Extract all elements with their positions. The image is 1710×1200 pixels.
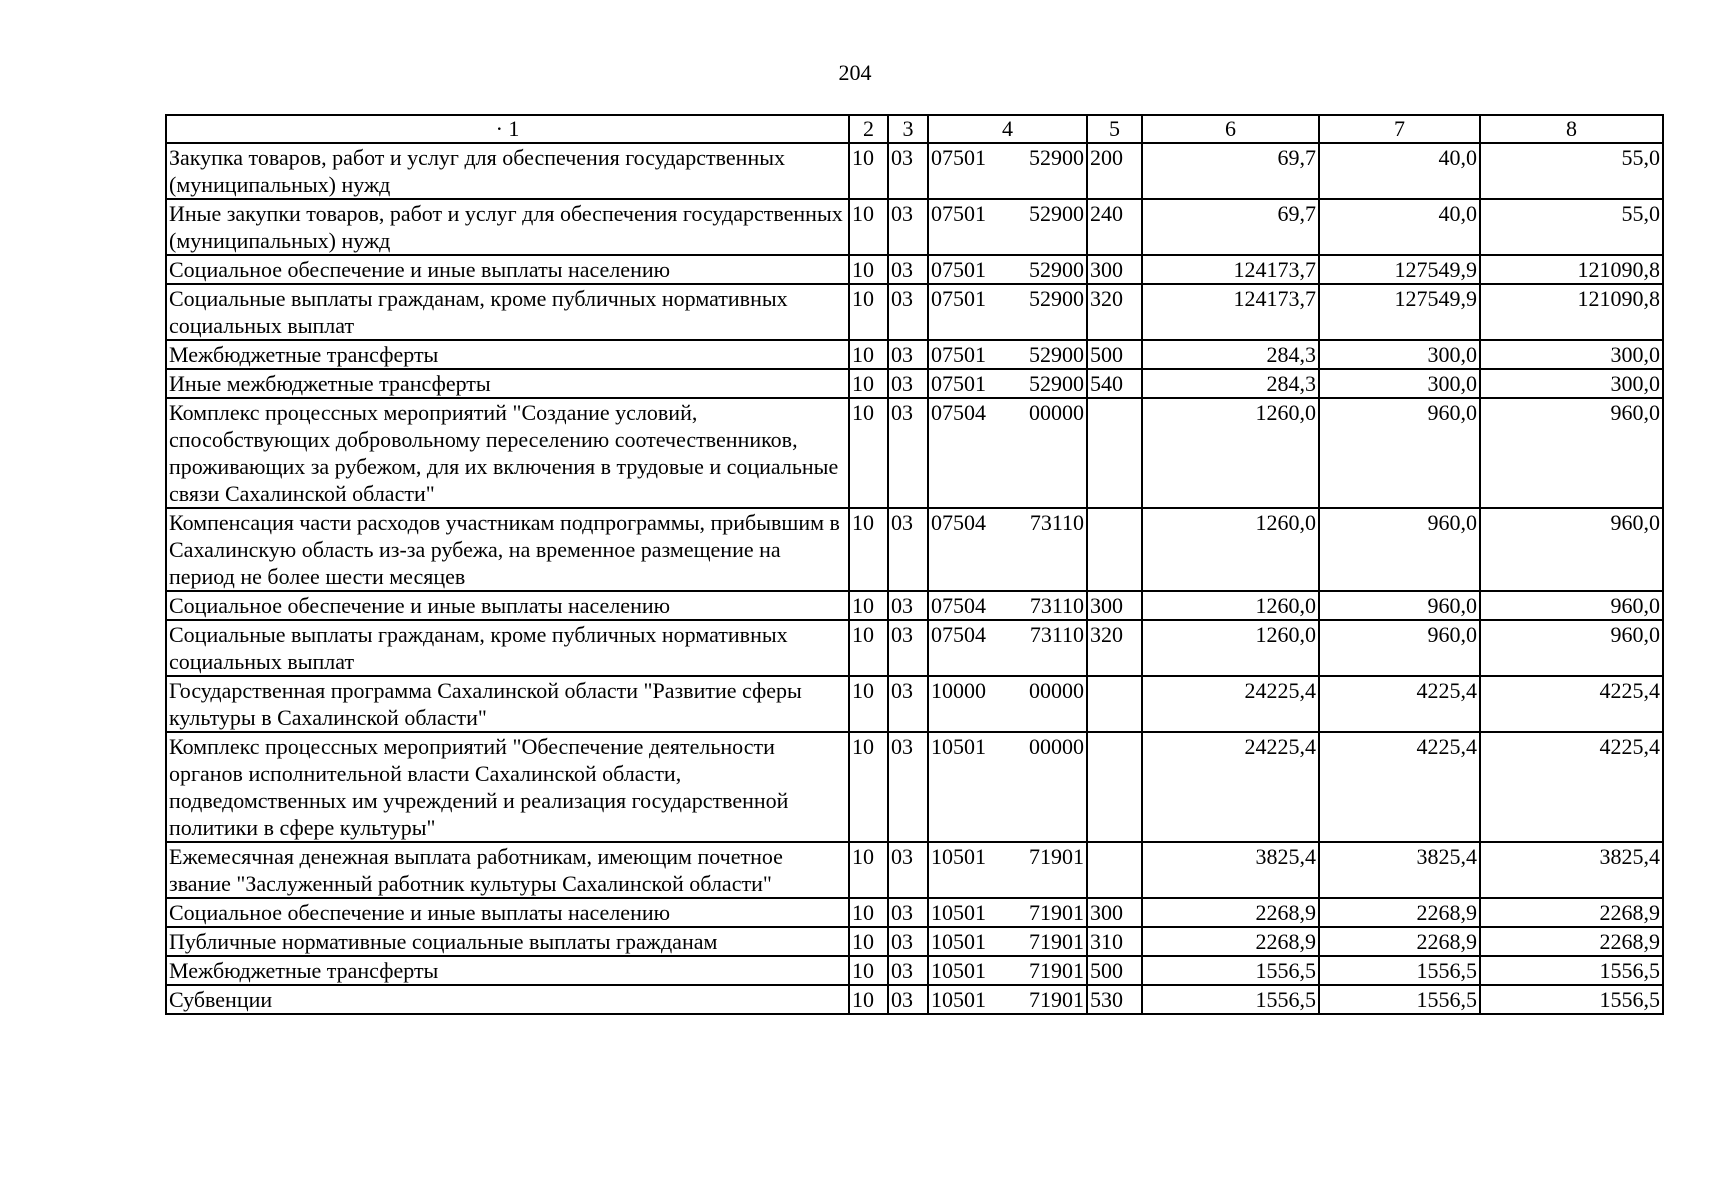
code-col-5: [1087, 398, 1142, 508]
value-col-8: 3825,4: [1480, 842, 1663, 898]
code-col-4: [928, 732, 1087, 842]
value-col-7: 960,0: [1319, 508, 1480, 591]
code-col-4: [928, 284, 1087, 340]
value-col-8: 55,0: [1480, 199, 1663, 255]
value-col-8: 121090,8: [1480, 284, 1663, 340]
code-col-4-program: 10501: [931, 844, 986, 869]
code-col-4-program: 07501: [931, 342, 986, 367]
value-col-8: 2268,9: [1480, 927, 1663, 956]
table-row: [166, 508, 1663, 591]
code-col-4-program: 10501: [931, 958, 986, 983]
table-row: [166, 985, 1663, 1014]
table-row: [166, 927, 1663, 956]
code-col-2: 10: [849, 369, 888, 398]
value-col-6: 3825,4: [1142, 842, 1319, 898]
code-col-3: 03: [888, 255, 928, 284]
code-col-4-program: 07501: [931, 201, 986, 226]
code-col-3: 03: [888, 985, 928, 1014]
code-col-4-program: 07504: [931, 400, 986, 425]
header-row: [166, 115, 1663, 143]
code-col-4-direction: 00000: [1029, 734, 1084, 759]
code-col-4-program: 07501: [931, 257, 986, 282]
row-name: Иные межбюджетные трансферты: [166, 369, 849, 398]
value-col-8: 4225,4: [1480, 676, 1663, 732]
code-col-2: 10: [849, 199, 888, 255]
code-col-4-direction: 71901: [1029, 844, 1084, 869]
value-col-7: 127549,9: [1319, 255, 1480, 284]
code-col-4-direction: 71901: [1029, 929, 1084, 954]
value-col-8: 1556,5: [1480, 956, 1663, 985]
value-col-7: 4225,4: [1319, 676, 1480, 732]
value-col-6: 1260,0: [1142, 620, 1319, 676]
code-col-5: 300: [1087, 898, 1142, 927]
code-col-4-direction: 52900: [1029, 342, 1084, 367]
value-col-6: 1556,5: [1142, 985, 1319, 1014]
table-row: [166, 340, 1663, 369]
table-row: [166, 398, 1663, 508]
code-col-4: [928, 340, 1087, 369]
value-col-6: 124173,7: [1142, 284, 1319, 340]
code-col-2: 10: [849, 620, 888, 676]
value-col-7: 300,0: [1319, 369, 1480, 398]
code-col-3: 03: [888, 199, 928, 255]
page-number: 204: [838, 60, 872, 85]
code-col-2: 10: [849, 398, 888, 508]
code-col-4: [928, 956, 1087, 985]
code-col-4-program: 07501: [931, 371, 986, 396]
code-col-2: 10: [849, 927, 888, 956]
row-name: Межбюджетные трансферты: [166, 340, 849, 369]
row-name: Комплекс процессных мероприятий "Создание условий, способствующих добровольному переселению соотечественников, проживающих за рубежом, для их включения в трудовые и социальные связи Сахалинской области": [166, 398, 849, 508]
code-col-3: 03: [888, 284, 928, 340]
value-col-7: 1556,5: [1319, 956, 1480, 985]
table-row: [166, 255, 1663, 284]
value-col-7: 2268,9: [1319, 927, 1480, 956]
code-col-5: 500: [1087, 956, 1142, 985]
value-col-8: 55,0: [1480, 143, 1663, 199]
row-name: Межбюджетные трансферты: [166, 956, 849, 985]
code-col-4: [928, 369, 1087, 398]
code-col-3: 03: [888, 591, 928, 620]
value-col-6: 1556,5: [1142, 956, 1319, 985]
value-col-7: 127549,9: [1319, 284, 1480, 340]
value-col-7: 2268,9: [1319, 898, 1480, 927]
code-col-2: 10: [849, 284, 888, 340]
code-col-2: 10: [849, 591, 888, 620]
code-col-3: 03: [888, 340, 928, 369]
code-col-3: 03: [888, 369, 928, 398]
code-col-5: [1087, 732, 1142, 842]
code-col-4-direction: 71901: [1029, 958, 1084, 983]
code-col-4-direction: 52900: [1029, 201, 1084, 226]
code-col-2: 10: [849, 255, 888, 284]
code-col-5: 320: [1087, 620, 1142, 676]
table-row: [166, 898, 1663, 927]
value-col-7: 960,0: [1319, 591, 1480, 620]
table-header: [166, 115, 1663, 143]
code-col-5: 530: [1087, 985, 1142, 1014]
value-col-8: 960,0: [1480, 508, 1663, 591]
code-col-4: [928, 927, 1087, 956]
code-col-2: 10: [849, 732, 888, 842]
value-col-8: 4225,4: [1480, 732, 1663, 842]
value-col-6: 1260,0: [1142, 591, 1319, 620]
code-col-4-program: 07504: [931, 510, 986, 535]
code-col-2: 10: [849, 842, 888, 898]
value-col-6: 1260,0: [1142, 398, 1319, 508]
code-col-3: 03: [888, 842, 928, 898]
value-col-7: 3825,4: [1319, 842, 1480, 898]
code-col-4-direction: 52900: [1029, 257, 1084, 282]
value-col-6: 69,7: [1142, 143, 1319, 199]
code-col-5: 540: [1087, 369, 1142, 398]
code-col-2: 10: [849, 898, 888, 927]
table-row: [166, 620, 1663, 676]
code-col-4: [928, 255, 1087, 284]
code-col-4-direction: 00000: [1029, 400, 1084, 425]
value-col-6: 2268,9: [1142, 898, 1319, 927]
value-col-8: 2268,9: [1480, 898, 1663, 927]
value-col-8: 1556,5: [1480, 985, 1663, 1014]
code-col-4-direction: 52900: [1029, 371, 1084, 396]
row-name: Социальное обеспечение и иные выплаты населению: [166, 591, 849, 620]
code-col-4-direction: 73110: [1029, 622, 1084, 647]
header-col-5: 5: [1087, 115, 1142, 143]
table-row: [166, 199, 1663, 255]
value-col-7: 1556,5: [1319, 985, 1480, 1014]
row-name: Публичные нормативные социальные выплаты гражданам: [166, 927, 849, 956]
code-col-4: [928, 398, 1087, 508]
row-name: Закупка товаров, работ и услуг для обеспечения государственных (муниципальных) нужд: [166, 143, 849, 199]
row-name: Иные закупки товаров, работ и услуг для обеспечения государственных (муниципальных) нужд: [166, 199, 849, 255]
code-col-3: 03: [888, 927, 928, 956]
code-col-4: [928, 199, 1087, 255]
row-name: Компенсация части расходов участникам подпрограммы, прибывшим в Сахалинскую область из-за рубежа, на временное размещение на период не более шести месяцев: [166, 508, 849, 591]
code-col-4-program: 07501: [931, 286, 986, 311]
row-name: Социальное обеспечение и иные выплаты населению: [166, 255, 849, 284]
code-col-4-program: 07501: [931, 145, 986, 170]
value-col-8: 960,0: [1480, 398, 1663, 508]
row-name: Социальные выплаты гражданам, кроме публичных нормативных социальных выплат: [166, 284, 849, 340]
header-col-3: 3: [888, 115, 928, 143]
budget-table: [165, 114, 1664, 1015]
value-col-6: 284,3: [1142, 369, 1319, 398]
value-col-6: 124173,7: [1142, 255, 1319, 284]
code-col-5: [1087, 676, 1142, 732]
code-col-3: 03: [888, 898, 928, 927]
table-row: [166, 143, 1663, 199]
value-col-7: 40,0: [1319, 199, 1480, 255]
code-col-5: 310: [1087, 927, 1142, 956]
code-col-2: 10: [849, 143, 888, 199]
code-col-4: [928, 620, 1087, 676]
table-row: [166, 956, 1663, 985]
code-col-4-direction: 71901: [1029, 900, 1084, 925]
header-col-1: · 1: [166, 115, 849, 143]
code-col-5: [1087, 842, 1142, 898]
value-col-8: 300,0: [1480, 340, 1663, 369]
code-col-3: 03: [888, 620, 928, 676]
row-name: Комплекс процессных мероприятий "Обеспечение деятельности органов исполнительной власти Сахалинской области, подведомственных им учреждений и реализация государственной политики в сфере культуры": [166, 732, 849, 842]
code-col-3: 03: [888, 956, 928, 985]
row-name: Ежемесячная денежная выплата работникам, имеющим почетное звание "Заслуженный работник культуры Сахалинской области": [166, 842, 849, 898]
value-col-8: 960,0: [1480, 620, 1663, 676]
code-col-3: 03: [888, 732, 928, 842]
code-col-5: 300: [1087, 591, 1142, 620]
code-col-5: 320: [1087, 284, 1142, 340]
code-col-4: [928, 898, 1087, 927]
header-col-4: 4: [928, 115, 1087, 143]
code-col-2: 10: [849, 340, 888, 369]
header-col-7: 7: [1319, 115, 1480, 143]
table-row: [166, 284, 1663, 340]
code-col-4-program: 10501: [931, 987, 986, 1012]
header-col-2: 2: [849, 115, 888, 143]
code-col-2: 10: [849, 985, 888, 1014]
code-col-4: [928, 676, 1087, 732]
value-col-7: 960,0: [1319, 620, 1480, 676]
value-col-6: 2268,9: [1142, 927, 1319, 956]
code-col-2: 10: [849, 508, 888, 591]
code-col-3: 03: [888, 676, 928, 732]
code-col-4: [928, 985, 1087, 1014]
code-col-4-program: 07504: [931, 622, 986, 647]
table-row: [166, 842, 1663, 898]
table-row: [166, 591, 1663, 620]
code-col-4-direction: 71901: [1029, 987, 1084, 1012]
header-col-6: 6: [1142, 115, 1319, 143]
code-col-5: 240: [1087, 199, 1142, 255]
code-col-4-direction: 52900: [1029, 145, 1084, 170]
value-col-8: 960,0: [1480, 591, 1663, 620]
value-col-6: 24225,4: [1142, 676, 1319, 732]
table-row: [166, 369, 1663, 398]
code-col-4-program: 10000: [931, 678, 986, 703]
value-col-6: 24225,4: [1142, 732, 1319, 842]
value-col-8: 121090,8: [1480, 255, 1663, 284]
value-col-6: 284,3: [1142, 340, 1319, 369]
table-row: [166, 676, 1663, 732]
row-name: Социальные выплаты гражданам, кроме публичных нормативных социальных выплат: [166, 620, 849, 676]
code-col-2: 10: [849, 676, 888, 732]
value-col-8: 300,0: [1480, 369, 1663, 398]
code-col-5: [1087, 508, 1142, 591]
row-name: Государственная программа Сахалинской области "Развитие сферы культуры в Сахалинской области": [166, 676, 849, 732]
table-body: [166, 143, 1663, 1014]
code-col-4-direction: 73110: [1029, 510, 1084, 535]
code-col-4-program: 10501: [931, 734, 986, 759]
row-name: Субвенции: [166, 985, 849, 1014]
code-col-5: 200: [1087, 143, 1142, 199]
code-col-4-program: 10501: [931, 929, 986, 954]
header-col-8: 8: [1480, 115, 1663, 143]
code-col-4: [928, 508, 1087, 591]
code-col-3: 03: [888, 143, 928, 199]
value-col-7: 960,0: [1319, 398, 1480, 508]
code-col-5: 500: [1087, 340, 1142, 369]
row-name: Социальное обеспечение и иные выплаты населению: [166, 898, 849, 927]
value-col-7: 4225,4: [1319, 732, 1480, 842]
code-col-4: [928, 842, 1087, 898]
value-col-6: 69,7: [1142, 199, 1319, 255]
code-col-4: [928, 143, 1087, 199]
code-col-4-direction: 73110: [1029, 593, 1084, 618]
code-col-5: 300: [1087, 255, 1142, 284]
code-col-2: 10: [849, 956, 888, 985]
table-row: [166, 732, 1663, 842]
code-col-4-program: 10501: [931, 900, 986, 925]
code-col-3: 03: [888, 508, 928, 591]
code-col-4: [928, 591, 1087, 620]
code-col-4-program: 07504: [931, 593, 986, 618]
code-col-3: 03: [888, 398, 928, 508]
value-col-7: 40,0: [1319, 143, 1480, 199]
value-col-7: 300,0: [1319, 340, 1480, 369]
code-col-4-direction: 00000: [1029, 678, 1084, 703]
code-col-4-direction: 52900: [1029, 286, 1084, 311]
value-col-6: 1260,0: [1142, 508, 1319, 591]
